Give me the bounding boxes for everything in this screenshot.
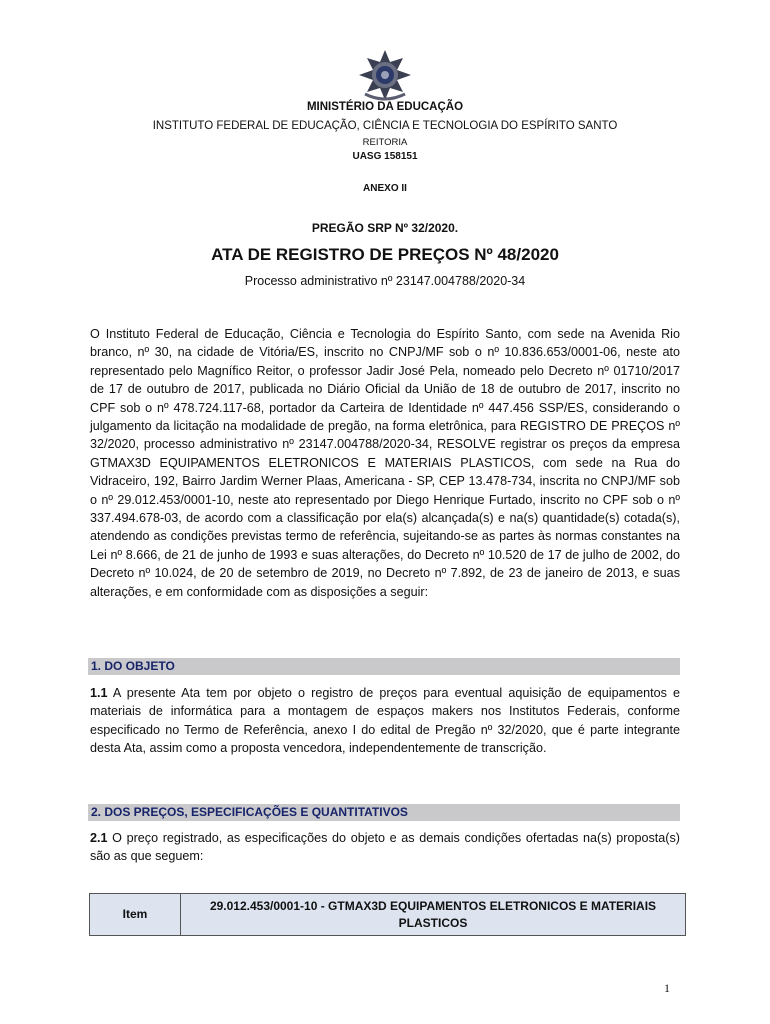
institute-name: INSTITUTO FEDERAL DE EDUCAÇÃO, CIÊNCIA E TECNOLOGIA DO ESPÍRITO SANTO [152, 120, 618, 132]
clause-text: O preço registrado, as especificações do objeto e as demais condições ofertadas na(s) proposta(s) são as que seguem: [90, 831, 680, 864]
intro-paragraph: O Instituto Federal de Educação, Ciência e Tecnologia do Espírito Santo, com sede na Avenida Rio branco, nº 30, na cidade de Vitória/ES, inscrito no CNPJ/MF sob o nº 10.836.653/0001-06, neste ato representado pelo Magnífico Reitor, o professor Jadir José Pela, nomeado pelo Decreto nº 01710/2017 de 17 de outubro de 2017, publicada no Diário Oficial da União de 18 de outubro de 2017, inscrito no CPF sob o nº 478.724.117-68, portador da Carteira de Identidade nº 447.456 SSP/ES, considerando o julgamento da licitação na modalidade de pregão, na forma eletrônica, para REGISTRO DE PREÇOS nº 32/2020, processo administrativo nº 23147.004788/2020-34, RESOLVE registrar os preços da empresa GTMAX3D EQUIPAMENTOS ELETRONICOS E MATERIAIS PLASTICOS, com sede na Rua do Vidraceiro, 192, Bairro Jardim Werner Plaas, Americana - SP, CEP 13.478-734, inscrita no CNPJ/MF sob o nº 29.012.453/0001-10, neste ato representado por Diego Henrique Furtado, inscrito no CPF sob o nº 337.494.678-03, de acordo com a classificação por ela(s) alcançada(s) e na(s) quantidade(s) cotada(s), atendendo as condições previstas termo de referência, sujeitando-se as partes às normas constantes na Lei nº 8.666, de 21 de junho de 1993 e suas alterações, do Decreto nº 10.520 de 17 de julho de 2002, do Decreto nº 10.024, de 20 de setembro de 2019, no Decreto nº 7.892, de 23 de janeiro de 2013, e suas alterações, e em conformidade com as disposições a seguir: [90, 327, 680, 599]
clause-number: 2.1 [90, 831, 108, 845]
clause-number: 1.1 [90, 686, 108, 700]
reitoria-label: REITORIA [362, 137, 408, 148]
table-header-supplier: 29.012.453/0001-10 - GTMAX3D EQUIPAMENTOS ELETRONICOS E MATERIAIS PLASTICOS [181, 894, 686, 936]
section-1-heading: 1. DO OBJETO [88, 658, 680, 675]
ministry-heading: MINISTÉRIO DA EDUCAÇÃO [306, 101, 464, 113]
uasg-code: UASG 158151 [352, 151, 418, 162]
price-table [89, 893, 686, 936]
page-number: 1 [664, 981, 670, 995]
section-2-heading: 2. DOS PREÇOS, ESPECIFICAÇÕES E QUANTITATIVOS [88, 804, 680, 821]
clause-2-1 [90, 829, 680, 866]
table-header-row [90, 894, 686, 936]
annex-label: ANEXO II [363, 183, 407, 194]
brazil-coat-of-arms-icon [355, 48, 415, 102]
document-title: ATA DE REGISTRO DE PREÇOS Nº 48/2020 [211, 245, 559, 264]
table-header-item: Item [90, 894, 181, 936]
process-number: Processo administrativo nº 23147.004788/2020-34 [244, 274, 526, 288]
pregao-number: PREGÃO SRP Nº 32/2020. [311, 221, 459, 235]
clause-1-1 [90, 684, 680, 758]
clause-text: A presente Ata tem por objeto o registro de preços para eventual aquisição de equipamentos e materiais de informática para a montagem de espaços makers nos Institutos Federais, conforme especificado no Termo de Referência, anexo I do edital de Pregão nº 32/2020, que é parte integrante desta Ata, assim como a proposta vencedora, independentemente de transcrição. [90, 686, 680, 756]
